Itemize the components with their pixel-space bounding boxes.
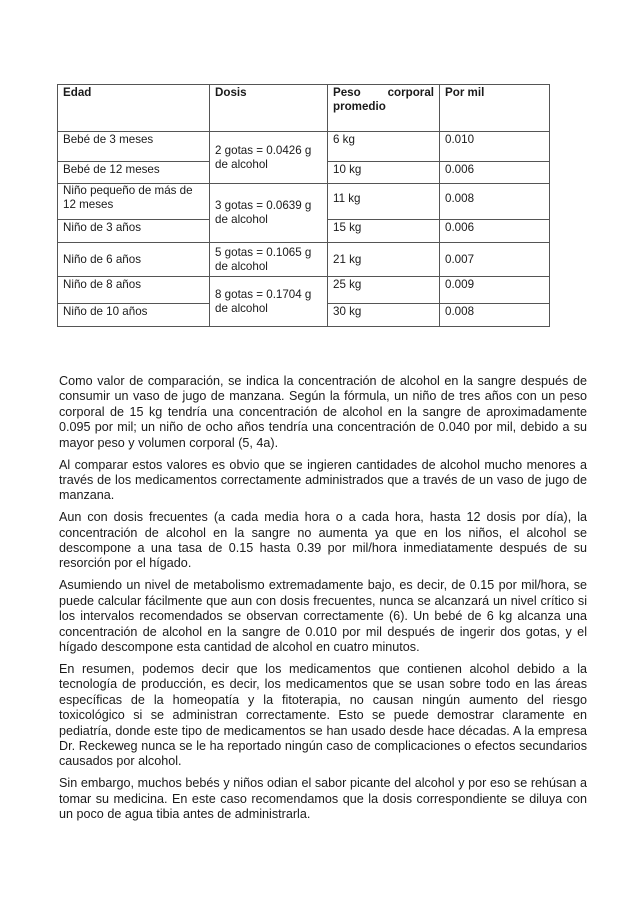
cell-por-mil: 0.010 (440, 132, 550, 162)
header-edad: Edad (58, 85, 210, 132)
table-row (58, 243, 550, 277)
header-peso-line1: Peso corporal (333, 86, 434, 99)
cell-edad: Niño de 6 años (58, 243, 210, 277)
table-row (58, 184, 550, 220)
cell-dosis: 2 gotas = 0.0426 g de alcohol (210, 132, 328, 184)
header-dosis: Dosis (210, 85, 328, 132)
paragraph: En resumen, podemos decir que los medicamentos que contienen alcohol debido a la tecnología de producción, es decir, los medicamentos que se usan sobre todo en las áreas específicas de la homeopatía y la fitoterapia, no causan ningún aumento del riesgo toxicológico si se administran correctamente. Esto se puede demostrar claramente en pediatría, donde este tipo de medicamentos se han usado desde hace décadas. A la empresa Dr. Reckeweg nunca se le ha reportado ningún caso de complicaciones o efectos secundarios causados por alcohol. (59, 661, 587, 769)
paragraph: Sin embargo, muchos bebés y niños odian el sabor picante del alcohol y por eso se rehúsan a tomar su medicina. En este caso recomendamos que la dosis correspondiente se diluya con un poco de agua tibia antes de administrarla. (59, 776, 587, 822)
paragraph: Asumiendo un nivel de metabolismo extremadamente bajo, es decir, de 0.15 por mil/hora, se puede calcular fácilmente que aun con dosis frecuentes, nunca se alcanzará un nivel crítico si los intervalos recomendados se observan correctamente (6). Un bebé de 6 kg alcanza una concentración de alcohol en la sangre de 0.010 por mil después de ingerir dos gotas, y el hígado descompone esta cantidad de alcohol en cuatro minutos. (59, 578, 587, 654)
header-por-mil: Por mil (440, 85, 550, 132)
paragraph: Aun con dosis frecuentes (a cada media hora o a cada hora, hasta 12 dosis por día), la concentración de alcohol en la sangre no aumenta ya que en los niños, el alcohol se descompone a una tasa de 0.15 hasta 0.39 por mil/hora inmediatamente después de su resorción por el hígado. (59, 510, 587, 571)
cell-edad: Niño de 10 años (58, 304, 210, 327)
cell-peso: 15 kg (328, 220, 440, 243)
cell-peso: 10 kg (328, 162, 440, 184)
cell-edad: Niño de 3 años (58, 220, 210, 243)
cell-dosis: 5 gotas = 0.1065 g de alcohol (210, 243, 328, 277)
cell-edad: Niño pequeño de más de 12 meses (58, 184, 210, 220)
header-peso-line2: promedio (333, 100, 386, 113)
cell-por-mil: 0.006 (440, 220, 550, 243)
cell-edad: Bebé de 3 meses (58, 132, 210, 162)
paragraph: Al comparar estos valores es obvio que se ingieren cantidades de alcohol mucho menores a través de los medicamentos correctamente administrados que a través de un vaso de jugo de manzana. (59, 457, 587, 503)
cell-edad: Niño de 8 años (58, 277, 210, 304)
paragraph: Como valor de comparación, se indica la concentración de alcohol en la sangre después de consumir un vaso de jugo de manzana. Según la fórmula, un niño de tres años con un peso corporal de 15 kg tendría una concentración de alcohol en la sangre de aproximadamente 0.095 por mil; un niño de ocho años tendría una concentración de 0.040 por mil, debido a su mayor peso y volumen corporal (5, 4a). (59, 374, 587, 450)
cell-peso: 21 kg (328, 243, 440, 277)
body-text (59, 374, 587, 829)
cell-dosis: 3 gotas = 0.0639 g de alcohol (210, 184, 328, 243)
cell-por-mil: 0.008 (440, 304, 550, 327)
cell-peso: 30 kg (328, 304, 440, 327)
cell-por-mil: 0.006 (440, 162, 550, 184)
dosage-table (57, 84, 550, 327)
cell-por-mil: 0.007 (440, 243, 550, 277)
cell-por-mil: 0.008 (440, 184, 550, 220)
cell-edad: Bebé de 12 meses (58, 162, 210, 184)
cell-dosis: 8 gotas = 0.1704 g de alcohol (210, 277, 328, 327)
table-header-row (58, 85, 550, 132)
cell-por-mil: 0.009 (440, 277, 550, 304)
header-peso (328, 85, 440, 132)
table-row (58, 132, 550, 162)
table-row (58, 277, 550, 304)
cell-peso: 6 kg (328, 132, 440, 162)
cell-peso: 11 kg (328, 184, 440, 220)
cell-peso: 25 kg (328, 277, 440, 304)
